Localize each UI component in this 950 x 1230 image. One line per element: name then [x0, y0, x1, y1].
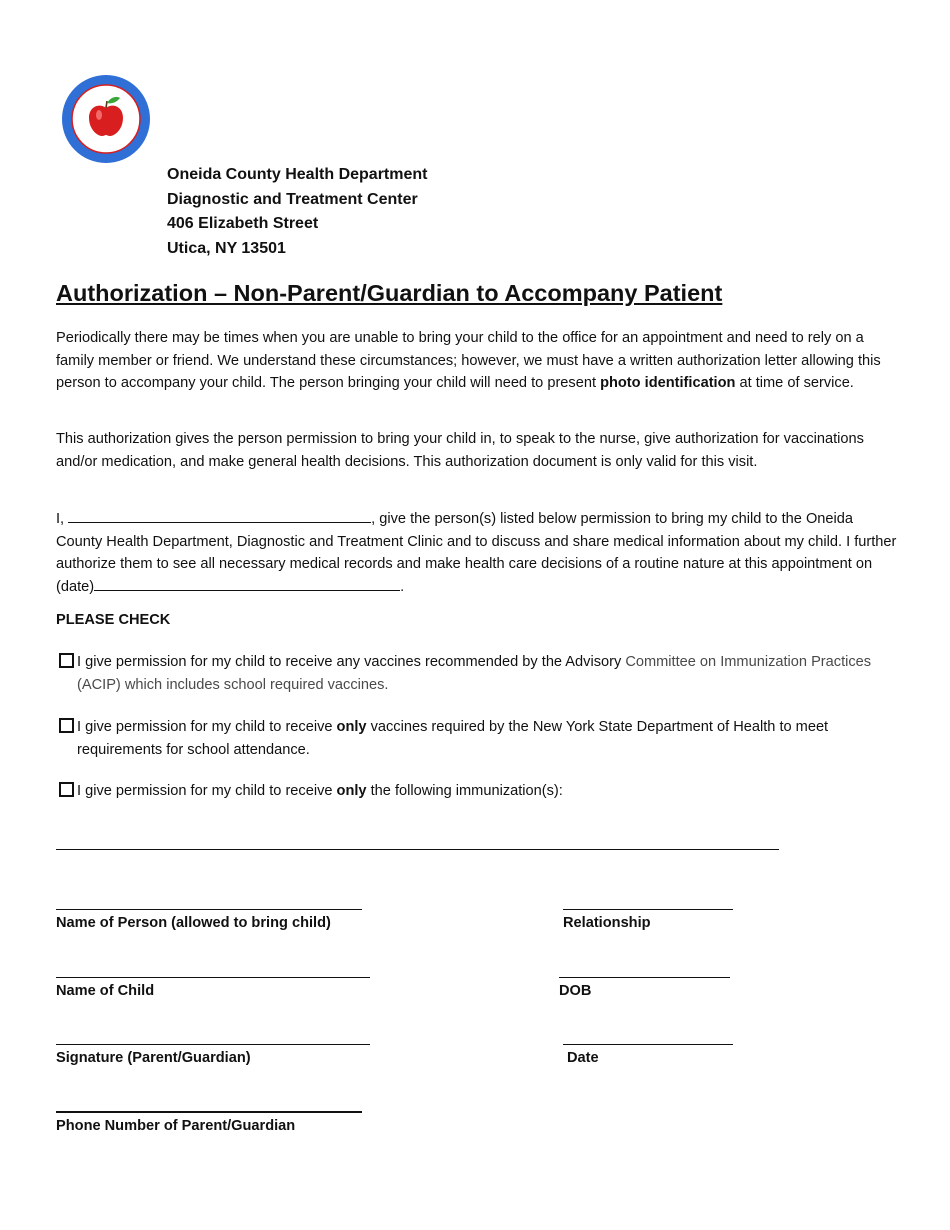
- document-title: Authorization – Non-Parent/Guardian to Accompany Patient: [56, 280, 723, 306]
- parent-name-blank[interactable]: [68, 508, 371, 523]
- intro-end-text: at time of service.: [735, 375, 854, 391]
- intro-text: Periodically there may be times when you are unable to bring your child to the office for an appointment and need to rely on a family member or friend. We understand these circumstances; however, we must have a written authorization letter allowing this person to accompany your child. The person bringing your child will need to present: [56, 330, 881, 391]
- person-name-line[interactable]: [56, 909, 362, 910]
- check-1-text: I give permission for my child to receive any vaccines recommended by the Advisory: [77, 654, 626, 670]
- appointment-date-blank[interactable]: [94, 576, 400, 591]
- check-item-acip-vaccines: [56, 651, 898, 697]
- intro-paragraph: [56, 327, 898, 395]
- immunizations-entry-line[interactable]: [56, 849, 779, 850]
- signature-label: Signature (Parent/Guardian): [56, 1050, 251, 1066]
- check-2-text: I give permission for my child to receive: [77, 719, 337, 735]
- check-2-text-continued: vaccines required by the New York State Department of Health to meet requirements for school attendance.: [77, 719, 829, 758]
- check-3-text: I give permission for my child to receive: [77, 783, 337, 799]
- intro-bold-text: photo identification: [600, 375, 736, 391]
- consent-end: .: [400, 578, 405, 595]
- consent-paragraph: [56, 508, 898, 598]
- logo-top-text: ONEIDA COUNTY: [74, 83, 138, 108]
- check-1-text-continued: Committee on Immunization Practices (ACIP) which includes school required vaccines.: [77, 654, 872, 693]
- signature-line[interactable]: [56, 1044, 370, 1045]
- child-name-line[interactable]: [56, 977, 370, 978]
- date-label: Date: [567, 1050, 599, 1066]
- check-item-specific-immunizations: [56, 780, 898, 803]
- phone-label: Phone Number of Parent/Guardian: [56, 1118, 296, 1134]
- phone-line[interactable]: [56, 1111, 362, 1113]
- check-3-bold: only: [336, 783, 367, 799]
- address-line-3: 406 Elizabeth Street: [167, 215, 319, 232]
- check-item-school-vaccines: [56, 716, 898, 762]
- relationship-label: Relationship: [563, 915, 651, 931]
- child-name-label: Name of Child: [56, 983, 155, 999]
- consent-text: , give the person(s) listed below permission to bring my child to the Oneida County Health Department, Diagnostic and Treatment Clinic and to discuss and share medical information about my child. I further authorize them to see all necessary medical records and make health care decisions of a routine nature at this appointment on (date): [56, 511, 897, 595]
- check-2-bold: only: [336, 719, 367, 735]
- consent-start: I,: [56, 511, 69, 527]
- scope-paragraph: This authorization gives the person permission to bring your child in, to speak to the nurse, give authorization for vaccinations and/or medication, and make general health decisions. This authorization document is only valid for this visit.: [56, 431, 864, 470]
- specific-immunizations-checkbox[interactable]: [59, 782, 74, 797]
- address-line-1: Oneida County Health Department: [167, 166, 428, 183]
- person-name-label: Name of Person (allowed to bring child): [56, 915, 331, 931]
- please-check-heading: PLEASE CHECK: [56, 612, 171, 628]
- department-address: [167, 163, 427, 261]
- dob-label: DOB: [559, 983, 592, 999]
- school-vaccines-checkbox[interactable]: [59, 718, 74, 733]
- date-line[interactable]: [563, 1044, 733, 1045]
- acip-vaccines-checkbox[interactable]: [59, 653, 74, 668]
- health-department-logo: [60, 73, 152, 165]
- dob-line[interactable]: [559, 977, 730, 978]
- relationship-line[interactable]: [563, 909, 733, 910]
- check-3-text-continued: the following immunization(s):: [366, 783, 563, 799]
- address-line-2: Diagnostic and Treatment Center: [167, 190, 418, 208]
- address-line-4: Utica, NY 13501: [167, 239, 286, 257]
- logo-bottom-text: HEALTH DEPARTMENT: [76, 129, 136, 154]
